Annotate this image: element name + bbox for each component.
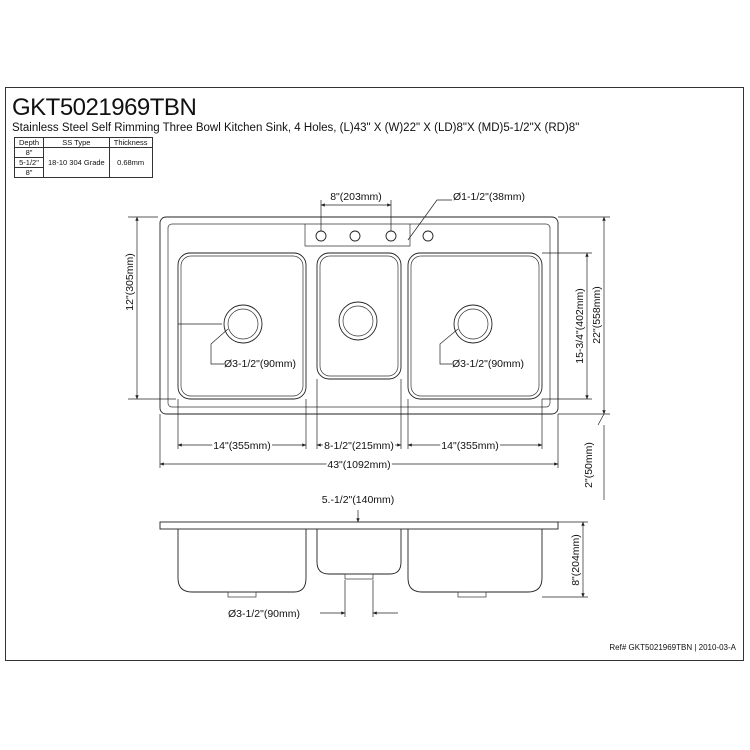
side-rim — [160, 522, 558, 529]
faucet-hole — [350, 231, 360, 241]
right-bowl-width-label: 14"(355mm) — [441, 440, 499, 452]
side-middle-drain — [345, 574, 373, 579]
faucet-hole — [316, 231, 326, 241]
depth-right: 8" — [15, 168, 44, 178]
side-left-bowl — [178, 529, 306, 592]
middle-bowl-width-label: 8-1/2"(215mm) — [324, 440, 394, 452]
top-view — [160, 217, 558, 414]
header-depth: Depth — [15, 138, 44, 148]
left-drain-inner — [228, 309, 258, 339]
bowl-length-label: 15-3/4"(402mm) — [574, 288, 586, 364]
right-bowl — [408, 253, 542, 399]
side-view — [160, 522, 558, 597]
side-middle-bowl — [317, 529, 401, 574]
bowl-depth-label: 12"(305mm) — [124, 253, 136, 311]
side-depth-label: 8"(204mm) — [570, 534, 582, 586]
middle-drain-inner — [343, 306, 373, 336]
right-drain-label: Ø3-1/2"(90mm) — [452, 358, 524, 370]
middle-bowl-inner — [320, 256, 398, 376]
reference-number: Ref# GKT5021969TBN | 2010-03-A — [609, 643, 736, 652]
ss-type-value: 18-10 304 Grade — [44, 148, 110, 178]
top-view-dimensions — [124, 191, 610, 500]
model-title: GKT5021969TBN — [12, 94, 197, 121]
middle-bowl — [317, 253, 401, 379]
depth-middle: 5-1/2" — [15, 158, 44, 168]
middle-drain — [339, 302, 377, 340]
leader-line — [408, 200, 452, 240]
right-drain-inner — [458, 309, 488, 339]
rim-offset-label: 2"(50mm) — [583, 442, 595, 488]
thickness-value: 0.68mm — [109, 148, 152, 178]
side-left-drain — [228, 592, 256, 597]
faucet-hole-label: Ø1-1/2"(38mm) — [453, 191, 525, 203]
header-ss-type: SS Type — [44, 138, 110, 148]
faucet-hole — [423, 231, 433, 241]
right-drain — [454, 305, 492, 343]
faucet-spacing-label: 8"(203mm) — [330, 191, 382, 203]
faucet-hole — [386, 231, 396, 241]
sink-inner-rim — [168, 224, 550, 407]
overall-width-label: 22"(558mm) — [591, 286, 603, 344]
left-drain-label: Ø3-1/2"(90mm) — [224, 358, 296, 370]
left-bowl — [178, 253, 306, 399]
right-bowl-inner — [411, 256, 539, 396]
depth-left: 8" — [15, 148, 44, 158]
left-drain — [224, 305, 262, 343]
side-drain-label: Ø3-1/2"(90mm) — [228, 608, 300, 620]
overall-length-label: 43"(1092mm) — [327, 459, 391, 471]
side-right-bowl — [408, 529, 542, 592]
header-thickness: Thickness — [109, 138, 152, 148]
extension-line — [598, 414, 604, 425]
left-bowl-inner — [181, 256, 303, 396]
side-right-drain — [458, 592, 486, 597]
sink-outer-rim — [160, 217, 558, 414]
left-bowl-width-label: 14"(355mm) — [213, 440, 271, 452]
product-description: Stainless Steel Self Rimming Three Bowl Kitchen Sink, 4 Holes, (L)43" X (W)22" X (LD)8"X (MD)5-1/2"X (RD)8" — [12, 122, 580, 134]
middle-depth-label: 5.-1/2"(140mm) — [321, 494, 395, 506]
